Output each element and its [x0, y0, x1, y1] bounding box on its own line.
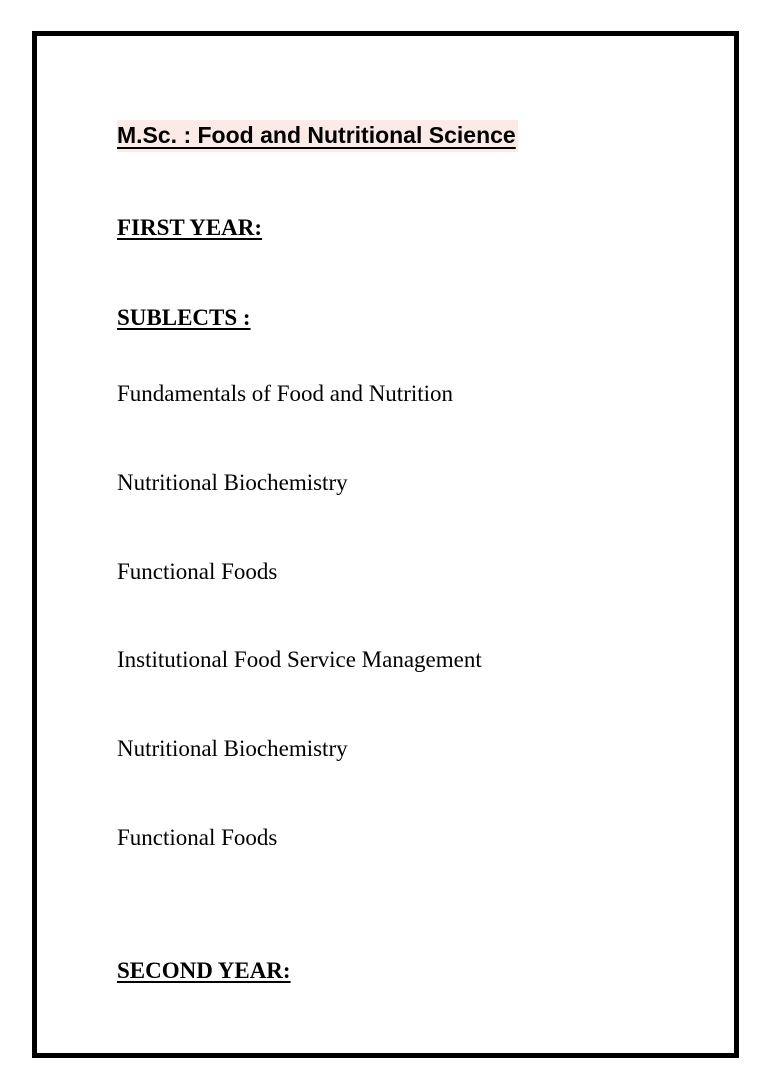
page-border-frame [32, 31, 739, 1058]
subjects-heading: SUBLECTS : [117, 305, 251, 330]
subject-item: Functional Foods [117, 825, 278, 850]
subject-item: Nutritional Biochemistry [117, 470, 348, 495]
subject-item: Institutional Food Service Management [117, 647, 482, 672]
subject-item: Nutritional Biochemistry [117, 736, 348, 761]
first-year-heading: FIRST YEAR: [117, 215, 263, 240]
document-title: M.Sc. : Food and Nutritional Science [117, 120, 518, 152]
subject-item: Functional Foods [117, 559, 278, 584]
second-year-heading: SECOND YEAR: [117, 958, 291, 983]
subject-item: Fundamentals of Food and Nutrition [117, 381, 454, 406]
